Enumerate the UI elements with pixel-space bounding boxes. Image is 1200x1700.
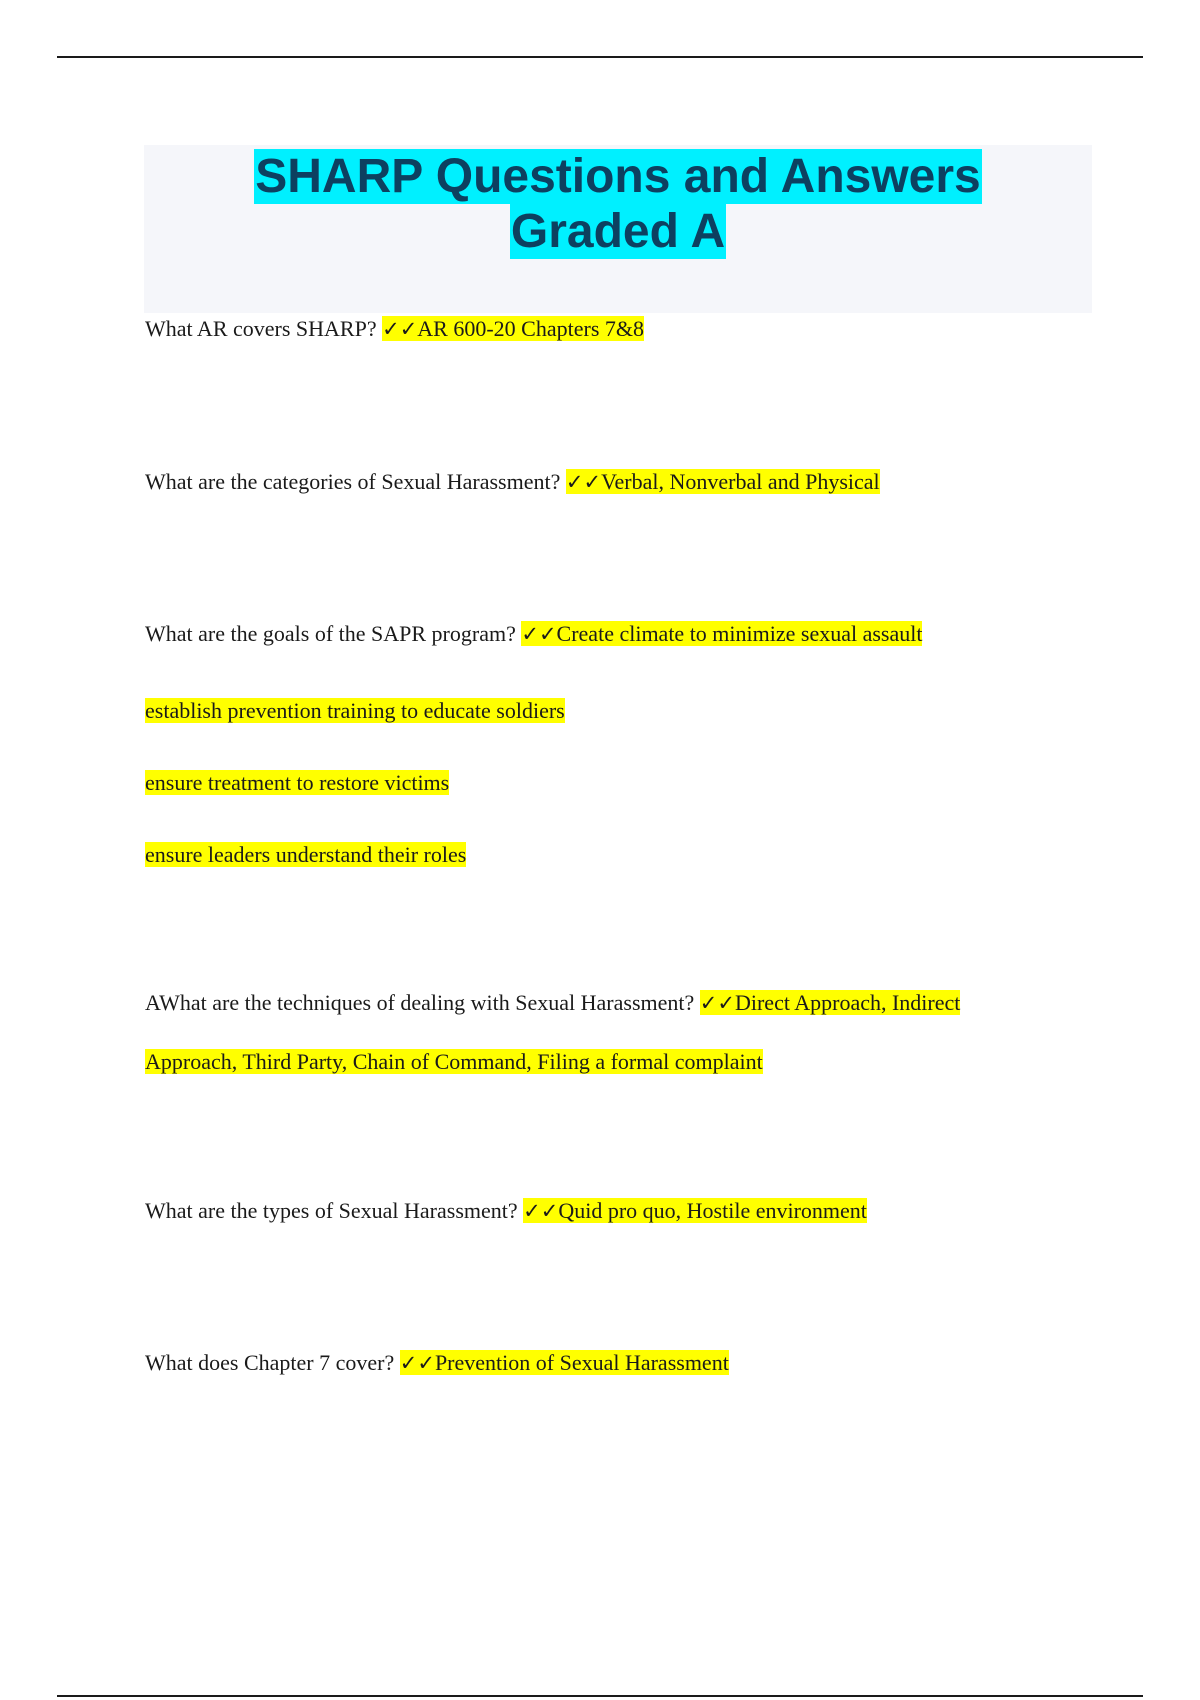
qa-item-3-continuation-1 <box>145 696 565 725</box>
qa-item-4-continuation-1 <box>145 1047 763 1076</box>
check-mark-icon: ✓✓ <box>699 991 735 1015</box>
header-rule <box>57 56 1143 58</box>
answer-text: ensure treatment to restore victims <box>145 770 450 795</box>
question-text: AWhat are the techniques of dealing with Sexual Harassment? <box>145 990 695 1015</box>
answer-text: Quid pro quo, Hostile environment <box>558 1198 867 1223</box>
qa-item-3-continuation-3 <box>145 840 466 869</box>
qa-item-1 <box>145 314 644 344</box>
answer-text: ensure leaders understand their roles <box>145 842 467 867</box>
qa-item-3-continuation-2 <box>145 768 449 797</box>
qa-item-3 <box>145 619 922 649</box>
question-text: What are the goals of the SAPR program? <box>145 621 516 646</box>
question-text: What AR covers SHARP? <box>145 316 377 341</box>
qa-item-6 <box>145 1348 729 1378</box>
answer-highlight <box>521 621 922 646</box>
answer-highlight <box>700 990 961 1015</box>
page-title-line-1: SHARP Questions and Answers <box>255 150 981 203</box>
title-banner <box>144 145 1092 313</box>
answer-highlight <box>523 1198 867 1223</box>
check-mark-icon: ✓✓ <box>565 470 602 494</box>
answer-text: Direct Approach, Indirect <box>734 990 961 1015</box>
question-text: What are the types of Sexual Harassment? <box>145 1198 518 1223</box>
page-title-line-2: Graded A <box>510 205 726 258</box>
qa-item-4 <box>145 988 960 1018</box>
check-mark-icon: ✓✓ <box>382 317 418 341</box>
question-text: What does Chapter 7 cover? <box>145 1350 395 1375</box>
answer-text: Approach, Third Party, Chain of Command, Filing a formal complaint <box>145 1049 763 1074</box>
answer-text: establish prevention training to educate soldiers <box>145 698 565 723</box>
check-mark-icon: ✓✓ <box>399 1351 435 1375</box>
answer-text: AR 600-20 Chapters 7&8 <box>417 316 644 341</box>
answer-text: Create climate to minimize sexual assault <box>556 621 923 646</box>
check-mark-icon: ✓✓ <box>521 622 557 646</box>
answer-highlight <box>566 469 880 494</box>
footer-rule <box>57 1695 1143 1697</box>
answer-highlight <box>400 1350 729 1375</box>
answer-text: Prevention of Sexual Harassment <box>434 1350 729 1375</box>
question-text: What are the categories of Sexual Harassment? <box>145 469 561 494</box>
check-mark-icon: ✓✓ <box>523 1199 559 1223</box>
qa-item-5 <box>145 1196 867 1226</box>
qa-item-2 <box>145 467 880 497</box>
answer-text: Verbal, Nonverbal and Physical <box>601 469 880 494</box>
answer-highlight <box>382 316 644 341</box>
